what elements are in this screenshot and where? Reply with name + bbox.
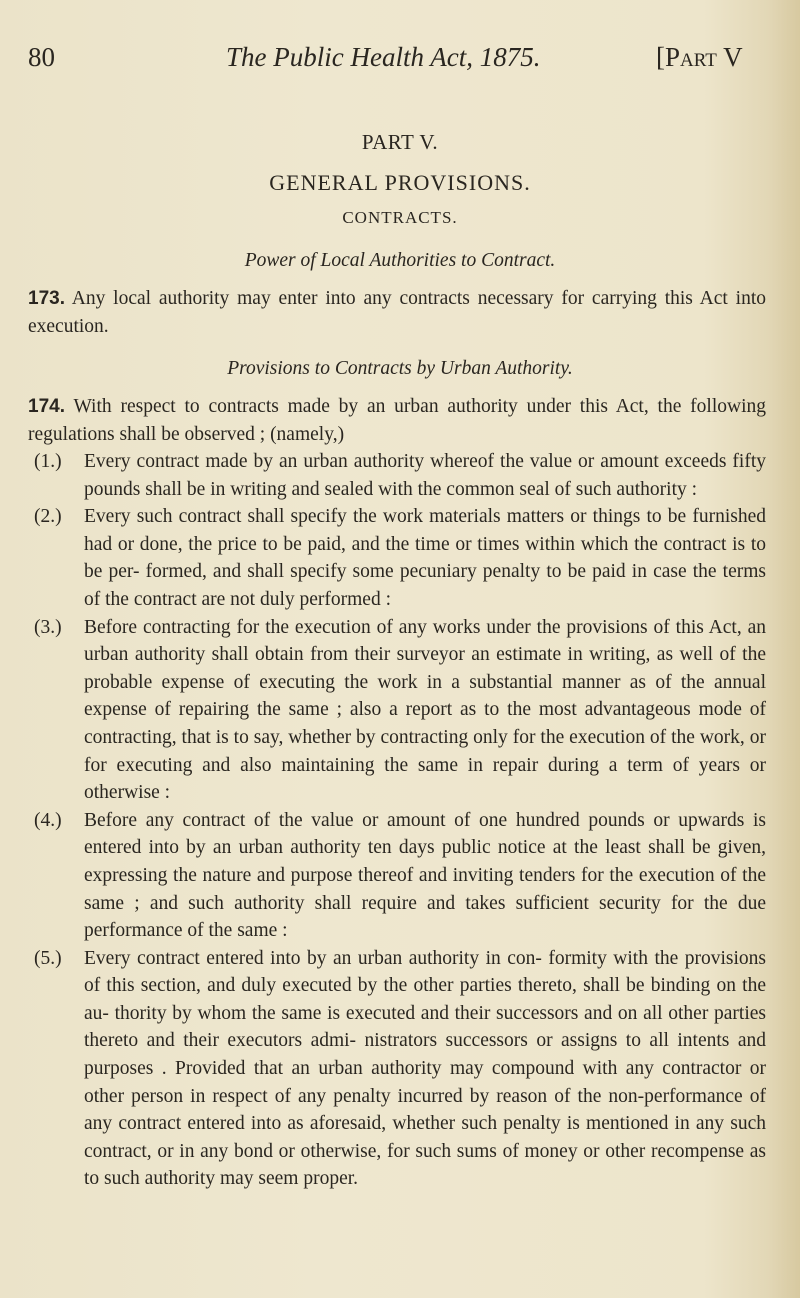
subheading-urban-contracts: Provisions to Contracts by Urban Authority.: [227, 358, 573, 379]
section-173: [28, 285, 766, 340]
clause-text: Every contract entered into by an urban authority in con- formity with the provisions of this section, and duly executed by the other parties thereto, shall be binding on the au- thority by whom the same is executed and their successors and on all other parties thereto and their executors admi- nistrators successors or assigns to all intents and purposes . Provided that an urban authority may compound with any contractor or other person in respect of any penalty incurred by reason of the non-performance of any contract entered into as aforesaid, whether such penalty is mentioned in any such contract, or in any bond or otherwise, for such sums of money or other recompense as to such authority may seem proper.: [84, 947, 766, 1190]
clause-number: (4.): [34, 809, 62, 831]
contracts-heading: CONTRACTS.: [342, 208, 458, 227]
clause-number: (2.): [34, 506, 62, 528]
clause-text: Every such contract shall specify the work materials matters or things to be furnished had or done, the price to be paid, and the time or times within which the contract is to be per- formed, and shall specify some pecuniary penalty to be paid in case the terms of the contract are not duly performed :: [84, 506, 766, 610]
page-number: 80: [28, 42, 55, 72]
running-part: [Part V: [656, 42, 743, 72]
section-text: With respect to contracts made by an urban authority under this Act, the following regulations shall be observed ; (namely,): [28, 396, 766, 445]
clause-text: Before contracting for the execution of any works under the provisions of this Act, an urban authority shall obtain from their surveyor an estimate in writing, as well of the probable expense of executing the work in a substantial manner as of the annual expense of repairing the same ; also a report as to the most advantageous mode of contracting, that is to say, whether by contracting only for the execution of the work, or for executing and also maintaining the same in repair during a term of years or otherwise :: [84, 616, 766, 804]
clause-text: Every contract made by an urban authority whereof the value or amount exceeds fifty pounds shall be in writing and sealed with the common seal of such authority :: [84, 451, 766, 500]
clause-number: (5.): [34, 947, 62, 969]
part-heading: PART V.: [361, 130, 439, 154]
general-heading: GENERAL PROVISIONS.: [269, 170, 531, 195]
clause-number: (3.): [34, 616, 62, 638]
clause-number: (1.): [34, 451, 62, 472]
section-number: 174.: [28, 396, 65, 417]
clause: [28, 448, 766, 503]
clause: [28, 614, 766, 807]
section-number: 173.: [28, 288, 65, 309]
running-title: The Public Health Act, 1875.: [226, 42, 541, 72]
running-head: [28, 42, 790, 82]
clause: [28, 503, 766, 613]
clause: [28, 807, 766, 945]
clause: [28, 945, 766, 1193]
section-text: Any local authority may enter into any contracts necessary for carrying this Act into execution.: [28, 288, 766, 337]
clause-text: Before any contract of the value or amount of one hundred pounds or upwards is entered into by an urban authority ten days public notice at the least shall be given, expressing the nature and purpose thereof and inviting tenders for the execution of the same ; and such authority shall require and takes sufficient security for the due performance of the same :: [84, 809, 766, 942]
section-174: [28, 393, 766, 448]
subheading-power-to-contract: Power of Local Authorities to Contract.: [244, 250, 556, 271]
clause-list: [28, 448, 766, 1193]
